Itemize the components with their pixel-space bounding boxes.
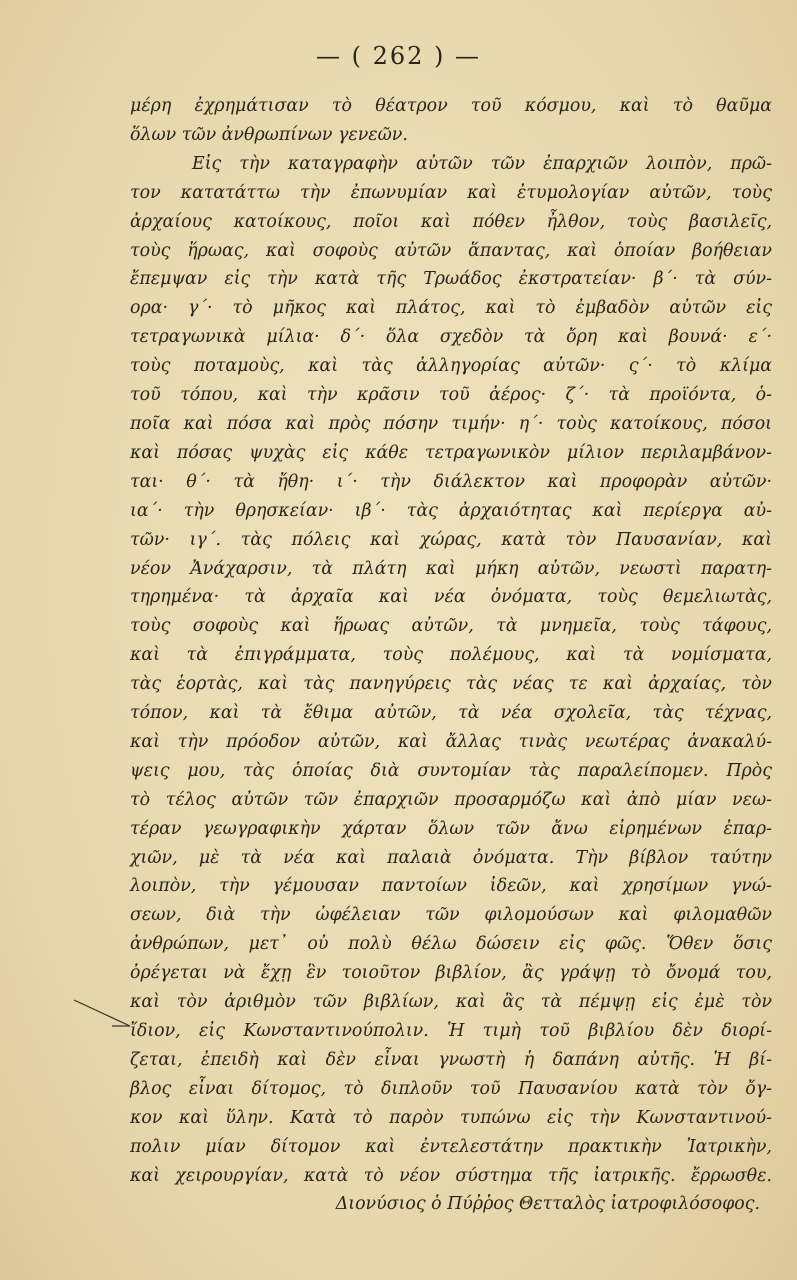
text-line-37: πολιν μίαν δίτομον καὶ ἐντελεστάτην πρακτικὴν Ἰατρικὴν,	[130, 1136, 772, 1157]
text-line-19: τοὺς σοφοὺς καὶ ἥρωας αὐτῶν, τὰ μνημεῖα, τοὺς τάφους,	[130, 616, 772, 637]
margin-pen-mark	[72, 996, 132, 1036]
text-line-20: καὶ τὰ ἐπιγράμματα, τοὺς πολέμους, καὶ τὰ νομίσματα,	[130, 645, 772, 666]
text-line-35: βλος εἶναι δίτομος, τὸ διπλοῦν τοῦ Παυσανίου κατὰ τὸν ὄγ-	[130, 1078, 772, 1099]
text-line-14: ται· θ΄· τὰ ἤθη· ι΄· τὴν διάλεκτον καὶ προφορὰν αὐτῶν·	[130, 471, 772, 492]
text-line-16: τῶν· ιγ΄. τὰς πόλεις καὶ χώρας, κατὰ τὸν Παυσανίαν, καὶ	[130, 529, 772, 550]
text-line-27: χιῶν, μὲ τὰ νέα καὶ παλαιὰ ὀνόματα. Τὴν βίβλον ταύτην	[130, 847, 772, 868]
text-line-3: Εἰς τὴν καταγραφὴν αὐτῶν τῶν ἐπαρχιῶν λοιπὸν, πρῶ-	[192, 153, 772, 174]
text-line-38: καὶ χειρουργίαν, κατὰ τὸ νέον σύστημα τῆς ἰατρικῆς. ἔρρωσθε.	[130, 1165, 772, 1186]
text-line-32: καὶ τὸν ἀριθμὸν τῶν βιβλίων, καὶ ἂς τὰ πέμψῃ εἰς ἐμὲ τὸν	[130, 992, 772, 1013]
author-signature: Διονύσιος ὁ Πύῤῥος Θετταλὸς ἰατροφιλόσοφος.	[335, 1194, 760, 1215]
text-line-33: ἴδιον, εἰς Κωνσταντινούπολιν. Ἡ τιμὴ τοῦ βιβλίου δὲν διορί-	[130, 1021, 772, 1041]
text-line-28: λοιπὸν, τὴν γέμουσαν παντοίων ἰδεῶν, καὶ χρησίμων γνώ-	[130, 876, 772, 897]
text-line-29: σεων, διὰ τὴν ὠφέλειαν τῶν φιλομούσων καὶ φιλομαθῶν	[130, 905, 772, 926]
text-line-23: καὶ τὴν πρόοδον αὐτῶν, καὶ ἄλλας τινὰς νεωτέρας ἀνακαλύ-	[130, 731, 772, 752]
text-line-30: ἀνθρώπων, μετ᾽ οὐ πολὺ θέλω δώσειν εἰς φῶς. Ὅθεν ὅσις	[130, 934, 772, 955]
text-line-26: τέραν γεωγραφικὴν χάρταν ὅλων τῶν ἄνω εἰρημένων ἐπαρ-	[130, 818, 772, 839]
text-line-12: ποῖα καὶ πόσα καὶ πρὸς πόσην τιμήν· η΄· τοὺς κατοίκους, πόσοι	[130, 413, 772, 434]
text-line-2: ὅλων τῶν ἀνθρωπίνων γενεῶν.	[130, 124, 408, 145]
text-line-9: τετραγωνικὰ μίλια· δ΄· ὅλα σχεδὸν τὰ ὄρη καὶ βουνά· ε΄·	[130, 327, 772, 348]
text-line-7: ἔπεμψαν εἰς τὴν κατὰ τῆς Τρωάδος ἐκστρατείαν· β΄· τὰ σύν-	[130, 269, 772, 290]
text-line-24: ψεις μου, τὰς ὁποίας διὰ συντομίαν τὰς παραλείπομεν. Πρὸς	[130, 760, 772, 781]
text-line-10: τοὺς ποταμοὺς, καὶ τὰς ἀλληγορίας αὐτῶν· ς΄· τὸ κλίμα	[130, 356, 772, 377]
text-line-6: τοὺς ἥρωας, καὶ σοφοὺς αὐτῶν ἅπαντας, καὶ ὁποίαν βοήθειαν	[130, 240, 772, 261]
page-header: — ( 262 ) —	[315, 42, 482, 70]
text-line-11: τοῦ τόπου, καὶ τὴν κρᾶσιν τοῦ ἀέρος· ζ΄· τὰ προϊόντα, ὁ-	[130, 385, 772, 406]
text-line-8: ορα· γ΄· τὸ μῆκος καὶ πλάτος, καὶ τὸ ἐμβαδὸν αὐτῶν εἰς	[130, 298, 772, 319]
text-line-34: ζεται, ἐπειδὴ καὶ δὲν εἶναι γνωστὴ ἡ δαπάνη αὐτῆς. Ἡ βί-	[130, 1049, 772, 1070]
text-line-18: τηρημένα· τὰ ἀρχαῖα καὶ νέα ὀνόματα, τοὺς θεμελιωτὰς,	[130, 587, 772, 608]
text-line-4: τον κατατάττω τὴν ἐπωνυμίαν καὶ ἐτυμολογίαν αὐτῶν, τοὺς	[130, 182, 772, 203]
body-text	[130, 92, 772, 1219]
text-line-17: νέον Ἀνάχαρσιν, τὰ πλάτη καὶ μήκη αὐτῶν, νεωστὶ παρατη-	[130, 558, 772, 579]
text-line-15: ια΄· τὴν θρησκείαν· ιβ΄· τὰς ἀρχαιότητας καὶ περίεργα αὐ-	[130, 500, 772, 521]
text-line-31: ὀρέγεται νὰ ἔχῃ ἓν τοιοῦτον βιβλίον, ἂς γράψῃ τὸ ὄνομά του,	[130, 963, 772, 984]
text-line-36: κον καὶ ὕλην. Κατὰ τὸ παρὸν τυπώνω εἰς τὴν Κωνσταντινού-	[130, 1107, 772, 1128]
text-line-1: μέρη ἐχρημάτισαν τὸ θέατρον τοῦ κόσμου, καὶ τὸ θαῦμα	[130, 96, 772, 116]
text-line-5: ἀρχαίους κατοίκους, ποῖοι καὶ πόθεν ἦλθον, τοὺς βασιλεῖς,	[130, 211, 772, 232]
text-line-22: τόπον, καὶ τὰ ἔθιμα αὐτῶν, τὰ νέα σχολεῖα, τὰς τέχνας,	[130, 703, 772, 724]
text-line-13: καὶ πόσας ψυχὰς εἰς κάθε τετραγωνικὸν μίλιον περιλαμβάνον-	[130, 442, 772, 463]
text-line-21: τὰς ἑορτὰς, καὶ τὰς πανηγύρεις τὰς νέας τε καὶ ἀρχαίας, τὸν	[130, 674, 772, 695]
text-line-25: τὸ τέλος αὐτῶν τῶν ἐπαρχιῶν προσαρμόζω καὶ ἀπὸ μίαν νεω-	[130, 789, 772, 810]
